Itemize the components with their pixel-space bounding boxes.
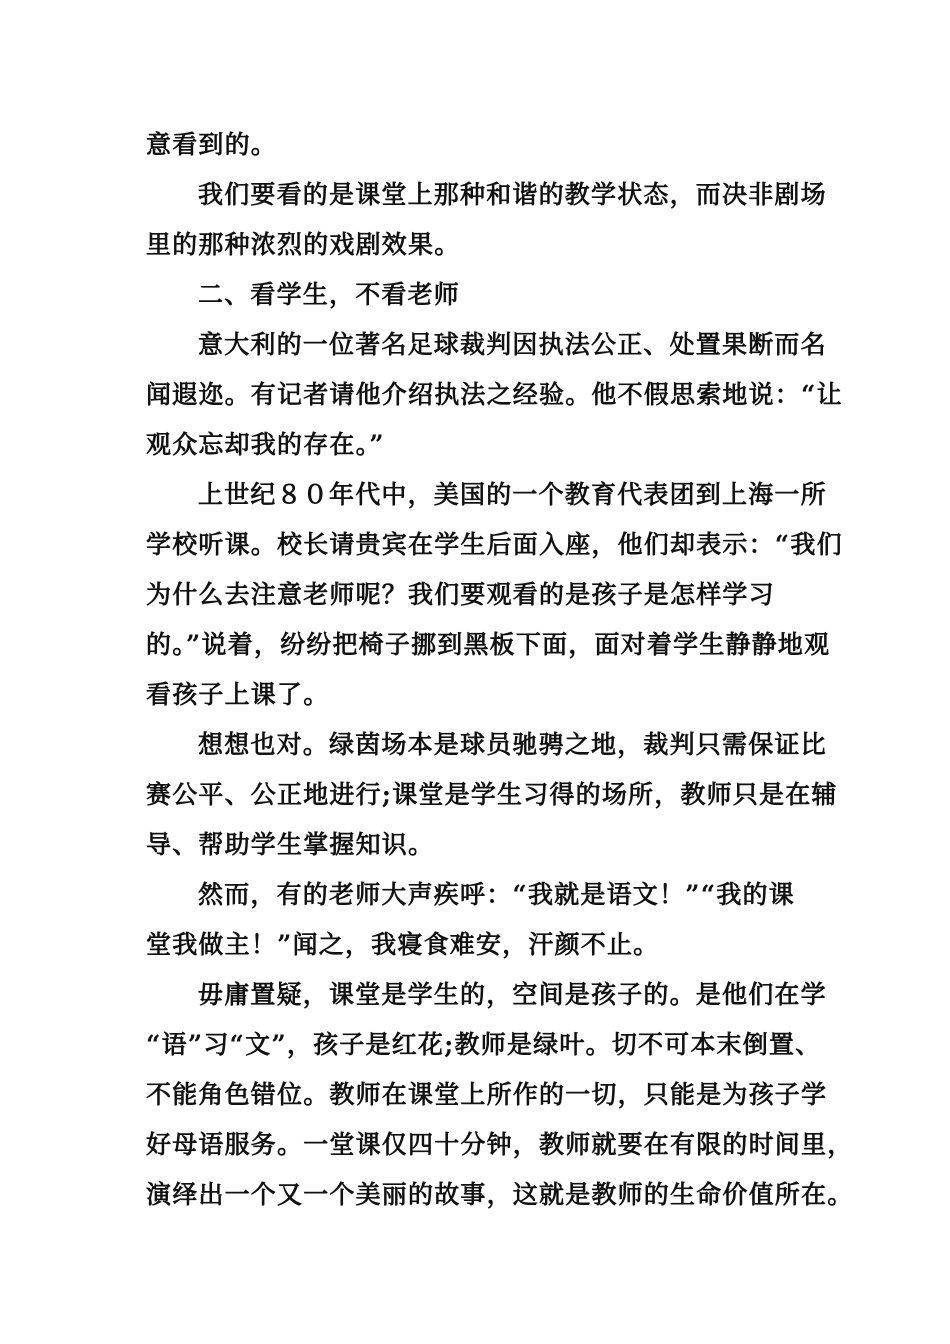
text-line: 堂我做主！”闻之，我寝食难安，汗颜不止。 [146, 930, 660, 959]
text-line: 里的那种浓烈的戏剧效果。 [146, 230, 461, 259]
text-line: 毋庸置疑，课堂是学生的，空间是孩子的。是他们在学 [198, 980, 827, 1009]
text-line: 演绎出一个又一个美丽的故事，这就是教师的生命价值所在。 [146, 1180, 854, 1209]
text-line: 上世纪８０年代中，美国的一个教育代表团到上海一所 [198, 480, 827, 509]
text-line: 学校听课。校长请贵宾在学生后面入座，他们却表示：“我们 [146, 530, 843, 559]
text-line: 不能角色错位。教师在课堂上所作的一切，只能是为孩子学 [146, 1080, 828, 1109]
text-line: 赛公平、公正地进行;课堂是学生习得的场所，教师只是在辅 [146, 780, 838, 809]
text-line: 闻遐迩。有记者请他介绍执法之经验。他不假思索地说：“让 [146, 380, 843, 409]
text-line: 意大利的一位著名足球裁判因执法公正、处置果断而名 [198, 330, 827, 359]
text-line: 然而，有的老师大声疾呼：“我就是语文！”“我的课 [198, 880, 795, 909]
document-page [146, 120, 854, 1220]
text-line: 意看到的。 [146, 130, 278, 159]
text-line: 的。”说着，纷纷把椅子挪到黑板下面，面对着学生静静地观 [146, 630, 831, 659]
text-line: 好母语服务。一堂课仅四十分钟，教师就要在有限的时间里， [146, 1130, 854, 1159]
text-line: 为什么去注意老师呢？我们要观看的是孩子是怎样学习 [146, 580, 775, 609]
text-line: 导、帮助学生掌握知识。 [146, 830, 435, 859]
text-line: 观众忘却我的存在。” [146, 430, 385, 459]
text-line: 想想也对。绿茵场本是球员驰骋之地，裁判只需保证比 [198, 730, 827, 759]
text-line: 我们要看的是课堂上那种和谐的教学状态，而决非剧场 [198, 180, 827, 209]
text-line: 看孩子上课了。 [146, 680, 330, 709]
text-line: “语”习“文”，孩子是红花;教师是绿叶。切不可本末倒置、 [146, 1030, 822, 1059]
section-heading: 二、看学生，不看老师 [198, 280, 461, 309]
